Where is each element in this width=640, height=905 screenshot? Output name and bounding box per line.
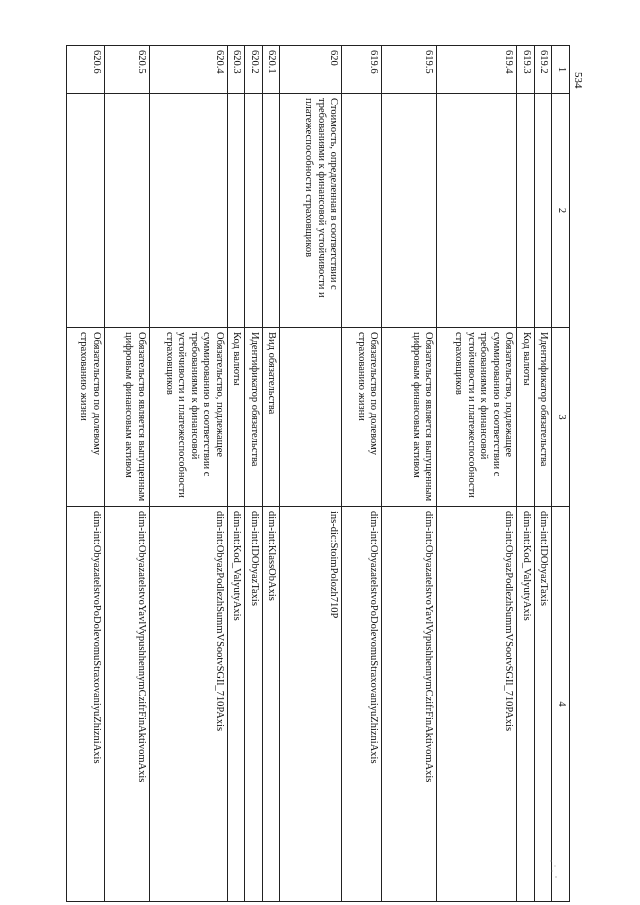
row-number: 619.4 [437, 46, 517, 94]
table-row [150, 46, 228, 902]
column-header: 1 [552, 46, 570, 94]
row-number: 619.3 [517, 46, 535, 94]
table-row [263, 46, 281, 902]
row-number: 620 [280, 46, 342, 94]
row-number: 619.6 [342, 46, 382, 94]
row-name [263, 94, 281, 328]
row-code: dim-int:Kod_ValyutyAxis [228, 507, 246, 902]
row-code: dim-int:ObyazatelstvoYavlVypushhennymCzifrFinAktivomAxis [382, 507, 437, 902]
table-row [342, 46, 382, 902]
row-name [517, 94, 535, 328]
row-name [382, 94, 437, 328]
column-header: 3 [552, 328, 570, 507]
rotated-table-container [65, 45, 570, 865]
row-description: Обязательство, подлежащее суммированию в соответствии с требованиями к финансовой устойчивости и платежеспособности страховщиков [150, 328, 228, 507]
row-code: dim-int:IDObyazTaxis [245, 507, 263, 902]
row-number: 620.5 [105, 46, 150, 94]
row-code: dim-int:ObyazPodlezhSummVSootvSGIl_710PAxis [437, 507, 517, 902]
column-header: 2 [552, 94, 570, 328]
table-row [517, 46, 535, 902]
row-description: Идентификатор обязательства [245, 328, 263, 507]
row-code: ins-dic:StoimPolozh710P [280, 507, 342, 902]
row-code: dim-int:Kod_ValyutyAxis [517, 507, 535, 902]
table-row [105, 46, 150, 902]
xbrl-taxonomy-table [66, 45, 570, 902]
row-description: Обязательство по долевому страхованию жизни [342, 328, 382, 507]
table-row [228, 46, 246, 902]
row-description: Обязательство по долевому страхованию жизни [67, 328, 105, 507]
row-name [437, 94, 517, 328]
row-name [342, 94, 382, 328]
row-code: dim-int:KlassObAxis [263, 507, 281, 902]
row-name: Стоимость, определенная в соответствии с требованиями к финансовой устойчивости и платежеспособности страховщиков [280, 94, 342, 328]
table-header-row [552, 46, 570, 902]
row-number: 620.3 [228, 46, 246, 94]
row-number: 620.2 [245, 46, 263, 94]
row-description: Идентификатор обязательства [535, 328, 553, 507]
row-name [535, 94, 553, 328]
row-description: Обязательство, подлежащее суммированию в соответствии с требованиями к финансовой устойчивости и платежеспособности страховщиков [437, 328, 517, 507]
row-number: 619.2 [535, 46, 553, 94]
row-code: dim-int:ObyazatelstvoPoDolevomuStraxovaniyuZhizniAxis [67, 507, 105, 902]
row-description: Вид обязательства [263, 328, 281, 507]
table-row [245, 46, 263, 902]
table-row [67, 46, 105, 902]
row-name [67, 94, 105, 328]
row-description [280, 328, 342, 507]
row-number: 620.4 [150, 46, 228, 94]
row-code: dim-int:IDObyazTaxis [535, 507, 553, 902]
row-description: Код валюты [228, 328, 246, 507]
row-code: dim-int:ObyazatelstvoYavlVypushhennymCzifrFinAktivomAxis [105, 507, 150, 902]
row-name [150, 94, 228, 328]
column-header: 4 [552, 507, 570, 902]
table-row [437, 46, 517, 902]
row-name [228, 94, 246, 328]
row-name [105, 94, 150, 328]
row-description: Код валюты [517, 328, 535, 507]
row-number: 620.6 [67, 46, 105, 94]
row-number: 620.1 [263, 46, 281, 94]
row-description: Обязательство является выпущенным цифровым финансовым активом [105, 328, 150, 507]
row-description: Обязательство является выпущенным цифровым финансовым активом [382, 328, 437, 507]
page-number: 534 [572, 72, 584, 89]
table-row [280, 46, 342, 902]
table-row [535, 46, 553, 902]
table-row [382, 46, 437, 902]
row-number: 619.5 [382, 46, 437, 94]
scan-artifact-marks [548, 858, 560, 882]
row-code: dim-int:ObyazatelstvoPoDolevomuStraxovaniyuZhizniAxis [342, 507, 382, 902]
row-name [245, 94, 263, 328]
row-code: dim-int:ObyazPodlezhSummVSootvSGIl_710PAxis [150, 507, 228, 902]
